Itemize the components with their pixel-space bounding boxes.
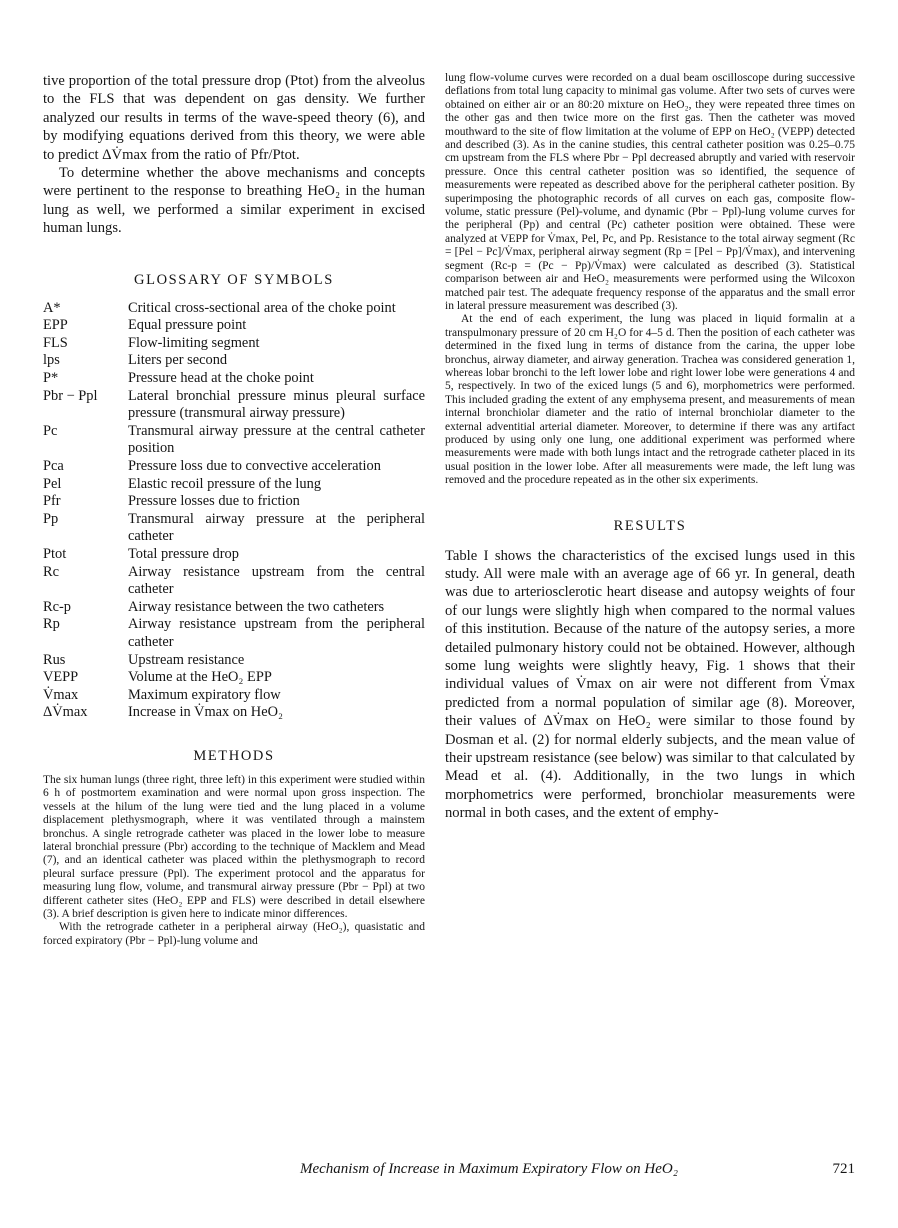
results-heading: RESULTS	[613, 517, 687, 534]
page-number: 721	[832, 1161, 855, 1177]
glossary-definition: Liters per second	[128, 352, 228, 369]
glossary-symbol: Pc	[43, 422, 58, 439]
glossary-row	[43, 300, 425, 318]
glossary-symbol: Pbr − Ppl	[43, 387, 98, 404]
methods-paragraph-1: The six human lungs (three right, three left) in this experiment were studied within 6 h of postmortem examination and were normal upon gross inspection. The vessels at the hilum of the lung were tied and the lung placed in a volume displacement plethysmograph, where it was ventilated through a mainstem bronchus. A single retrograde catheter was placed in the lower lobe to measure lateral bronchial pressure (Pbr) according to the technique of Macklem and Mead (7), and an identical catheter was placed within the plethysmograph to record pleural surface pressure (Ppl). The experiment protocol and the apparatus for measuring lung flow, volume, and transmural airway pressure (Pbr − Ppl) at two different catheter sites (HeO₂ EPP and FLS) were described in detail elsewhere (3). A brief description is given here to indicate minor differences.	[43, 773, 425, 920]
glossary-symbol: Pel	[43, 475, 62, 492]
methods-paragraph-2: With the retrograde catheter in a peripheral airway (HeO₂), quasistatic and forced expiratory (Pbr − Ppl)-lung volume and	[43, 921, 425, 947]
glossary-symbol: Rc-p	[43, 598, 71, 615]
glossary-symbol: Rp	[43, 616, 60, 633]
glossary-symbol: Rc	[43, 563, 59, 580]
methods-continued-paragraph-1: lung flow-volume curves were recorded on a dual beam oscilloscope during successive deflations from total lung capacity to minimal gas volume. After two sets of curves were obtained on either air or an 80:20 mixture on HeO₂, they were repeated three times on the other gas and then twice more on the first gas. Then the catheter was moved mouthward to the site of flow limitation at the volume of EPP on HeO₂ (VEPP) detected and described (3). As in the canine studies, this central catheter position was 0.25–0.75 cm upstream from the FLS where Pbr − Ppl decreased abruptly and varied with reservoir pressure. Once this central catheter position was so identified, the sequence of measurements were repeated as described above for the peripheral catheter position. By superimposing the photographic records of all curves on each gas, composite flow-volume, static pressure (Pel)-volume, and dynamic (Pbr − Ppl)-lung volume curves for the peripheral (Pp) and central (Pc) catheter position were obtained. These were analyzed at VEPP for V̇max, Pel, Pc, and Pp. Resistance to the total airway segment (Rc = [Pel − Pc]/V̇max, peripheral airway segment (Rp = [Pel − Pp]/V̇max), and intervening segment (Rc-p = (Pc − Pp)/V̇max) were calculated as described (3). Statistical comparison between air and HeO₂ measurements were performed using the Wilcoxon matched pair test. The adequate frequency response of the apparatus and the small error in lateral pressure measurement was described (3).	[445, 72, 855, 312]
glossary-definition: Upstream resistance	[128, 651, 245, 668]
glossary-symbol: Pp	[43, 510, 59, 527]
glossary-symbol: EPP	[43, 317, 68, 334]
glossary-row	[43, 564, 425, 599]
results-paragraph: Table I shows the characteristics of the excised lungs used in this study. All were male with an average age of 66 yr. In general, death was due to arteriosclerotic heart disease and autopsy weights of four of our lungs were slightly high when compared to the normal values of this institution. Because of the nature of the autopsy series, a more detailed pulmonary history could not be obtained. However, although some lung weights were slightly heavy, Fig. 1 shows that their individual values of V̇max on air were not different from V̇max predicted from a normal population of similar age (8). Moreover, their values of ΔV̇max on HeO₂ were similar to those found by Dosman et al. (2) for normal elderly subjects, and the mean value of their upstream resistance (see below) was similar to that calculated by Mead et al. (4). Additionally, in the two lungs in which morphometrics were performed, bronchiolar measurements were normal in both cases, and the extent of emphy-	[445, 547, 855, 822]
glossary-heading: GLOSSARY OF SYMBOLS	[134, 271, 334, 288]
glossary-row	[43, 687, 425, 705]
glossary-definition: Pressure loss due to convective acceleration	[128, 458, 381, 474]
left-column	[43, 72, 425, 948]
glossary-symbol: P*	[43, 370, 59, 387]
glossary-symbol: Rus	[43, 651, 66, 668]
glossary-row	[43, 423, 425, 458]
glossary-row	[43, 317, 425, 335]
glossary-symbol: ΔV̇max	[43, 704, 88, 721]
glossary-definition: Maximum expiratory flow	[128, 686, 281, 703]
glossary-definition: Airway resistance between the two catheters	[128, 598, 385, 615]
right-column	[445, 72, 855, 823]
glossary-row	[43, 493, 425, 511]
intro-paragraph-1: tive proportion of the total pressure drop (Ptot) from the alveolus to the FLS that was dependent on gas density. We further analyzed our results in terms of the wave-speed theory (6), and by modifying equations derived from this theory, we were able to predict ΔV̇max from the ratio of Pfr/Ptot.	[43, 73, 425, 163]
glossary-symbol: VEPP	[43, 669, 79, 686]
glossary-symbol: V̇max	[43, 686, 79, 703]
glossary-symbol: FLS	[43, 334, 68, 351]
glossary-row	[43, 388, 425, 423]
glossary-symbol: A*	[43, 299, 61, 316]
glossary-row	[43, 511, 425, 546]
glossary-definition: Total pressure drop	[128, 545, 239, 562]
running-title: Mechanism of Increase in Maximum Expiratory Flow on HeO₂	[300, 1161, 678, 1177]
glossary-row	[43, 616, 425, 651]
glossary-row	[43, 352, 425, 370]
glossary-row	[43, 704, 425, 722]
glossary-symbol: Pfr	[43, 493, 61, 510]
intro-paragraph-2: To determine whether the above mechanisms and concepts were pertinent to the response to breathing HeO₂ in the human lung as well, we performed a similar experiment in excised human lungs.	[43, 165, 425, 237]
glossary-definition: Elastic recoil pressure of the lung	[128, 475, 322, 492]
glossary-row	[43, 599, 425, 617]
glossary-symbol: Pca	[43, 458, 64, 474]
methods-continued-paragraph-2: At the end of each experiment, the lung was placed in liquid formalin at a transpulmonary pressure of 20 cm H₂O for 4–5 d. Then the position of each catheter was determined in the fixed lung in terms of distance from the carina, the upper lobe bronchus, airway diameter, and airway generation. Trachea was considered generation 1, whereas lobar bronchi to the left lower lobe and right lower lobe were generations 4 and 5, respectively. In two of the exiced lungs (5 and 6), morphometrics were performed. This included grading the extent of any emphysema present, and measurements of mean internal bronchiolar diameter and the ratio of internal bronchiolar diameter to the external adventitial arterial diameter. Moreover, to determine if there was any artifact produced by using only one lung, one additional experiment was performed where measurements were made with both lungs intact and the retrograde catheter placed in its usual position in the lower lobe. After all measurements were made, the left lung was removed and the procedure repeated as in the other six experiments.	[445, 313, 855, 487]
glossary-definition: Airway resistance upstream from the central catheter	[128, 563, 425, 598]
page-footer	[300, 1161, 855, 1178]
glossary-row	[43, 669, 425, 687]
glossary-definition: Pressure head at the choke point	[128, 370, 314, 387]
glossary-row	[43, 458, 425, 476]
glossary-row	[43, 652, 425, 670]
glossary-symbol: lps	[43, 352, 60, 369]
glossary-definition: Lateral bronchial pressure minus pleural surface pressure (transmural airway pressure)	[128, 387, 425, 422]
glossary-definition: Transmural airway pressure at the peripheral catheter	[128, 510, 425, 545]
glossary-row	[43, 370, 425, 388]
glossary-row	[43, 335, 425, 353]
glossary-list	[43, 300, 425, 722]
glossary-definition: Transmural airway pressure at the central catheter position	[128, 422, 425, 457]
glossary-symbol: Ptot	[43, 545, 67, 562]
methods-heading: METHODS	[193, 747, 275, 764]
glossary-definition: Increase in V̇max on HeO₂	[128, 704, 284, 721]
glossary-definition: Airway resistance upstream from the peripheral catheter	[128, 616, 425, 650]
glossary-definition: Critical cross-sectional area of the choke point	[128, 299, 396, 316]
glossary-definition: Equal pressure point	[128, 317, 247, 334]
glossary-definition: Flow-limiting segment	[128, 334, 260, 351]
glossary-definition: Pressure losses due to friction	[128, 493, 300, 510]
glossary-row	[43, 546, 425, 564]
glossary-definition: Volume at the HeO₂ EPP	[128, 669, 272, 686]
glossary-row	[43, 476, 425, 494]
